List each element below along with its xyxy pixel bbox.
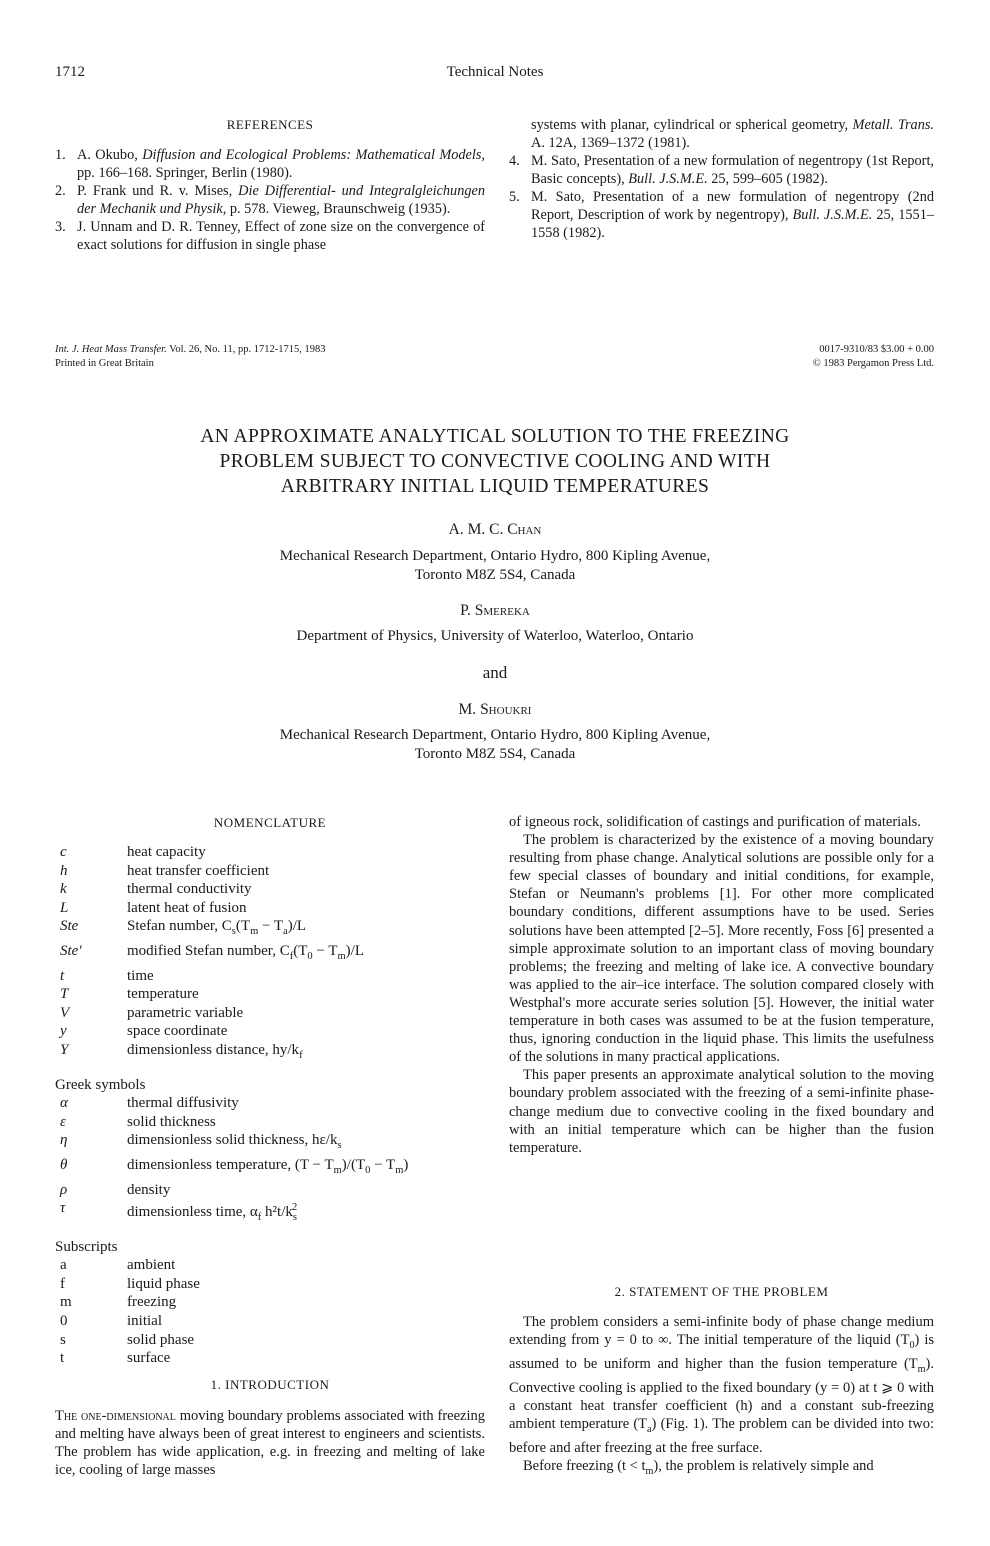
- nomenclature-item: h heat transfer coefficient: [60, 862, 270, 879]
- author-affiliation: Department of Physics, University of Waterloo, Waterloo, Ontario: [296, 628, 694, 644]
- nomenclature-item: Ste′ modified Stefan number, $C_f(T_0 - T_m)/L$: [60, 942, 364, 962]
- reference-continuation: systems with planar, cylindrical or spherical geometry, Metall. Trans. A. 12A, 1369–1372 (1981).: [531, 117, 934, 151]
- paragraph: Before freezing $(t < t_m)$, the problem is relatively simple and: [523, 1458, 874, 1478]
- nomenclature-item: k thermal conductivity: [60, 881, 252, 898]
- subscripts-heading: Subscripts: [55, 1238, 118, 1255]
- references-left: [55, 146, 485, 254]
- author-name: A. M. C. Chan: [448, 521, 542, 538]
- author-name: P. Smereka: [460, 602, 530, 619]
- reference-item: 3. J. Unnam and D. R. Tenney, Effect of zone size on the convergence of exact solutions for diffusion in single phase: [55, 219, 485, 253]
- reference-item: 2. P. Frank und R. v. Mises, Die Differential- und Integralgleichungen der Mechanik und Physik, p. 578. Vieweg, Braunschweig (1935).: [55, 183, 485, 217]
- author-name: M. Shoukri: [458, 701, 532, 718]
- nomenclature-item: θ dimensionless temperature, $(T - T_m)/(T_0 - T_m)$: [60, 1156, 409, 1176]
- nomenclature-item: a ambient: [60, 1257, 176, 1274]
- journal-abbrev: Int. J. Heat Mass Transfer.: [55, 344, 167, 355]
- citation-left: [55, 343, 326, 371]
- nomenclature-item: 0 initial: [60, 1313, 162, 1330]
- issn-code: 0017-9310/83 $3.00 + 0.00: [819, 344, 934, 355]
- author-affiliation: Mechanical Research Department, Ontario Hydro, 800 Kipling Avenue, Toronto M8Z 5S4, Canada: [279, 727, 711, 762]
- nomenclature-title: NOMENCLATURE: [213, 815, 327, 830]
- nomenclature-item: V parametric variable: [60, 1004, 244, 1021]
- section-title-statement: 2. STATEMENT OF THE PROBLEM: [614, 1284, 829, 1299]
- article-title: AN APPROXIMATE ANALYTICAL SOLUTION TO THE FREEZING PROBLEM SUBJECT TO CONVECTIVE COOLING AND WITH ARBITRARY INITIAL LIQUID TEMPERATURES: [200, 426, 790, 497]
- nomenclature-item: Y dimensionless distance, $hy/k_f$: [60, 1041, 303, 1061]
- printed-in: Printed in Great Britain: [55, 358, 154, 369]
- nomenclature-item: L latent heat of fusion: [60, 899, 247, 916]
- nomenclature-list: [55, 843, 485, 1368]
- reference-item: 5. M. Sato, Presentation of a new formulation of negentropy (2nd Report, Description of work by negentropy), Bull. J.S.M.E. 25, 1551–1558 (1982).: [509, 189, 934, 241]
- author-affiliation: Mechanical Research Department, Ontario Hydro, 800 Kipling Avenue, Toronto M8Z 5S4, Canada: [279, 548, 711, 583]
- paragraph: The problem is characterized by the existence of a moving boundary resulting from phase change. Analytical solutions are possible only for a few special classes of boundary and initial conditions, for example, Stefan or Neumann's problems [1]. For other more complicated boundary conditions, different assumptions have to be used. Series solutions have been attempted [2–5]. More recently, Foss [6] presented a simple approximate solution to an important class of moving boundary problems; the freezing and melting of lake ice. A convective boundary was applied to the air–ice interface. The solution compared closely with Westphal's more accurate series solution [5]. However, the initial water temperature in both cases was assumed to be at the fusion temperature, thus, ignoring conduction in the liquid phase. This limits the usefulness of the solutions in many practical applications.: [509, 832, 934, 1066]
- nomenclature-item: s solid phase: [60, 1331, 195, 1348]
- paragraph: This paper presents an approximate analytical solution to the moving boundary problem associated with the freezing of a semi-infinite phase-change medium due to convective cooling in the fixed boundary and with an initial temperature which can be higher than the fusion temperature.: [509, 1067, 934, 1156]
- volume-info: Vol. 26, No. 11, pp. 1712-1715, 1983: [166, 344, 326, 355]
- nomenclature-item: y space coordinate: [60, 1023, 228, 1040]
- page-number: 1712: [55, 64, 85, 80]
- nomenclature-item: t time: [60, 967, 154, 984]
- nomenclature-item: f liquid phase: [60, 1275, 200, 1292]
- greek-symbols-heading: Greek symbols: [55, 1076, 146, 1093]
- nomenclature-item: c heat capacity: [60, 844, 206, 860]
- nomenclature-item: ε solid thickness: [60, 1113, 216, 1130]
- citation-right: [813, 343, 934, 371]
- reference-item: 4. M. Sato, Presentation of a new formulation of negentropy (1st Report, Basic concepts), Bull. J.S.M.E. 25, 599–605 (1982).: [509, 153, 934, 187]
- references-right: [509, 116, 934, 242]
- and-separator: and: [482, 663, 508, 682]
- paragraph: The problem considers a semi-infinite body of phase change medium extending from y = 0 to ∞. The initial temperature of the liquid $(T_0)$ is assumed to be uniform and higher than the fusion temperature $(T_m)$. Convective cooling is applied to the fixed boundary (y = 0) at t ⩾ 0 with a constant heat transfer coefficient (h) and a constant sub-freezing ambient temperature $(T_a)$ (Fig. 1). The problem can be divided into two: before and after freezing at the free surface.: [509, 1314, 934, 1457]
- running-header: Technical Notes: [446, 64, 544, 80]
- section-title-introduction: 1. INTRODUCTION: [210, 1377, 330, 1392]
- nomenclature-item: t surface: [60, 1350, 171, 1367]
- nomenclature-item: m freezing: [60, 1294, 177, 1311]
- copyright: © 1983 Pergamon Press Ltd.: [812, 358, 934, 369]
- statement-paragraph: [509, 1313, 934, 1481]
- nomenclature-item: η dimensionless solid thickness, $h\varepsilon/k_s$: [60, 1132, 342, 1152]
- paragraph: of igneous rock, solidification of castings and purification of materials.: [509, 814, 921, 830]
- reference-item: 1. A. Okubo, Diffusion and Ecological Problems: Mathematical Models, pp. 166–168. Springer, Berlin (1980).: [55, 147, 485, 181]
- references-title: REFERENCES: [226, 117, 314, 132]
- nomenclature-item: τ dimensionless time, $\alpha_f$ h²t/$k_s^2$: [60, 1200, 298, 1224]
- intro-continuation: [509, 813, 934, 1157]
- nomenclature-item: Ste Stefan number, $C_s(T_m - T_a)/L$: [60, 918, 307, 938]
- nomenclature-item: α thermal diffusivity: [60, 1095, 239, 1112]
- nomenclature-item: ρ density: [60, 1181, 171, 1198]
- nomenclature-item: T temperature: [60, 986, 199, 1003]
- introduction-paragraph: The one-dimensional moving boundary problems associated with freezing and melting have always been of great interest to engineers and scientists. The problem has wide application, e.g. in freezing and melting of lake ice, cooling of large masses: [55, 1408, 485, 1479]
